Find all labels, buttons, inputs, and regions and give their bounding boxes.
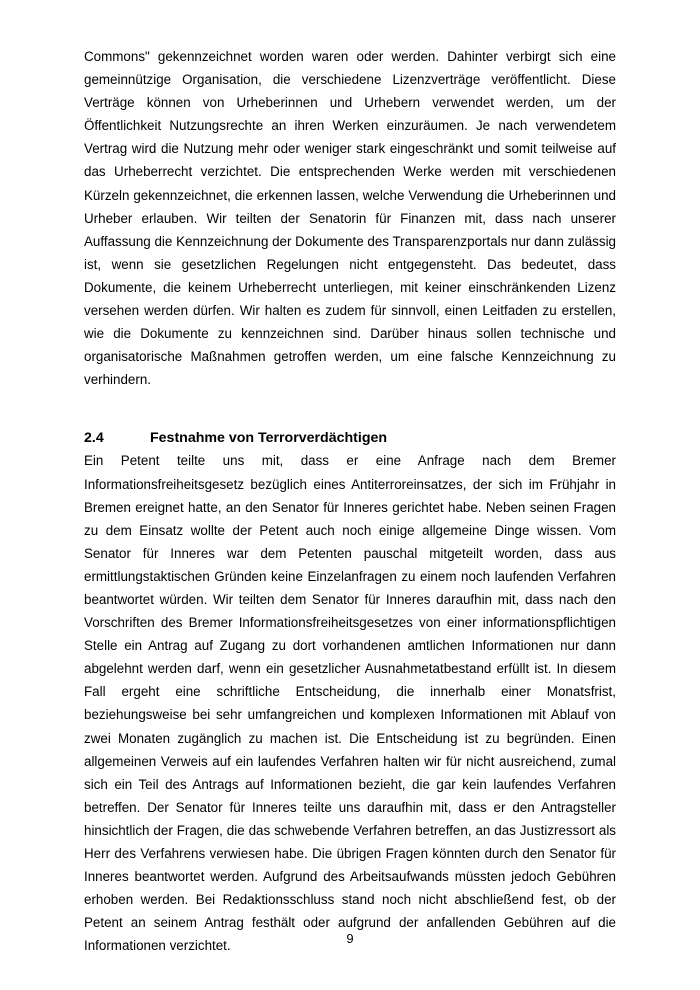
intro-paragraph: Commons" gekennzeichnet worden waren oder werden. Dahinter verbirgt sich eine gemeinnützige Organisation, die verschiedene Lizenzverträge veröffentlicht. Diese Verträge können von Urheberinnen und Urhebern verwendet werden, um der Öffentlichkeit Nutzungsrechte an ihren Werken einzuräumen. Je nach verwendetem Vertrag wird die Nutzung mehr oder weniger stark eingeschränkt und somit teilweise auf das Urheberrecht verzichtet. Die entsprechenden Werke werden mit verschiedenen Kürzeln gekennzeichnet, die erkennen lassen, welche Verwendung die Urheberinnen und Urheber erlauben. Wir teilten der Senatorin für Finanzen mit, dass nach unserer Auffassung die Kennzeichnung der Dokumente des Transparenzportals nur dann zulässig ist, wenn sie gesetzlichen Regelungen nicht entgegensteht. Das bedeutet, dass Dokumente, die keinem Urheberrecht unterliegen, mit keiner einschränkenden Lizenz versehen werden dürfen. Wir halten es zudem für sinnvoll, einen Leitfaden zu erstellen, wie die Dokumente zu kennzeichnen sind. Darüber hinaus sollen technische und organisatorische Maßnahmen getroffen werden, um eine falsche Kennzeichnung zu verhindern. <box>84 49 616 388</box>
section-body-paragraph: Ein Petent teilte uns mit, dass er eine Anfrage nach dem Bremer Informationsfreiheitsgesetz bezüglich eines Antiterroreinsatzes, der sich im Frühjahr in Bremen ereignet hatte, an den Senator für Inneres gerichtet habe. Neben seinen Fragen zu dem Einsatz wollte der Petent auch noch einige allgemeine Dinge wissen. Vom Senator für Inneres war dem Petenten pauschal mitgeteilt worden, dass aus ermittlungstaktischen Gründen keine Einzelanfragen zu einem noch laufenden Verfahren beantwortet würden. Wir teilten dem Senator für Inneres daraufhin mit, dass nach den Vorschriften des Bremer Informationsfreiheitsgesetzes von einer informationspflichtigen Stelle ein Antrag auf Zugang zu dort vorhandenen amtlichen Informationen nur dann abgelehnt werden darf, wenn ein gesetzlicher Ausnahmetatbestand erfüllt ist. In diesem Fall ergeht eine schriftliche Entscheidung, die innerhalb einer Monatsfrist, beziehungsweise bei sehr umfangreichen und komplexen Informationen mit Ablauf von zwei Monaten zugänglich zu machen ist. Die Entscheidung ist zu begründen. Einen allgemeinen Verweis auf ein laufendes Verfahren halten wir für nicht ausreichend, zumal sich ein Teil des Antrags auf Informationen bezieht, die gar kein laufendes Verfahren betreffen. Der Senator für Inneres teilte uns daraufhin mit, dass er den Antragsteller hinsichtlich der Fragen, die das schwebende Verfahren betreffen, an das Justizressort als Herr des Verfahrens verwiesen habe. Die übrigen Fragen könnten durch den Senator für Inneres beantwortet werden. Aufgrund des Arbeitsaufwands müssten jedoch Gebühren erhoben werden. Bei Redaktionsschluss stand noch nicht abschließend fest, ob der Petent an seinem Antrag festhält oder aufgrund der anfallenden Gebühren auf die Informationen verzichtet. <box>84 453 616 954</box>
document-page <box>84 45 616 957</box>
page-number: 9 <box>346 931 354 946</box>
section-number: 2.4 <box>84 430 104 447</box>
section-title: Festnahme von Terrorverdächtigen <box>150 430 388 447</box>
section-heading <box>84 428 616 448</box>
